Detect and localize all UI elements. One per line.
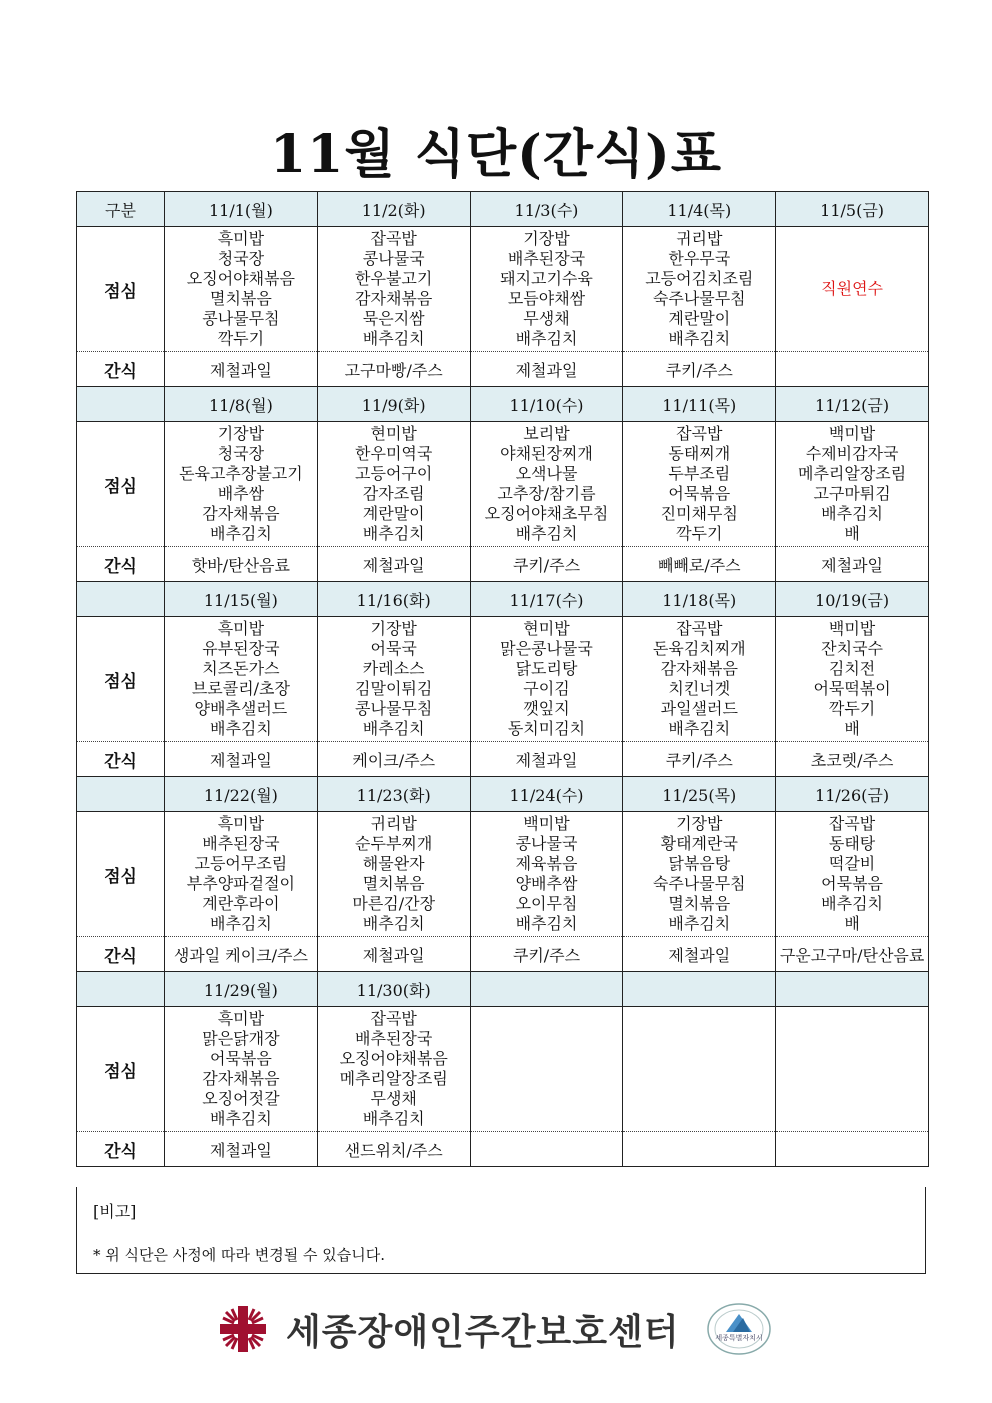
sejong-city-seal-icon xyxy=(706,1302,772,1356)
dish-item: 현미밥 xyxy=(370,424,417,443)
snack-label: 간식 xyxy=(77,547,165,582)
dish-item: 양배추샐러드 xyxy=(194,699,288,718)
snack-cell: 제철과일 xyxy=(623,937,776,972)
organization-name: 세종장애인주간보호센터 xyxy=(286,1312,680,1353)
dish-item: 해물완자 xyxy=(362,854,425,873)
dish-item: 기장밥 xyxy=(217,424,265,443)
snack-cell: 제철과일 xyxy=(165,1132,318,1167)
snack-cell: 제철과일 xyxy=(470,352,623,387)
dish-item: 배추된장국 xyxy=(355,1029,433,1048)
dish-item: 기장밥 xyxy=(676,814,723,833)
dish-item: 배추김치 xyxy=(515,524,578,543)
date-header xyxy=(623,972,776,1007)
snack-cell: 핫바/탄산음료 xyxy=(165,547,318,582)
notes-box xyxy=(76,1187,926,1274)
dish-item: 맑은콩나물국 xyxy=(500,639,593,658)
snack-cell: 제철과일 xyxy=(165,352,318,387)
dish-item: 과일샐러드 xyxy=(660,699,738,718)
dish-item: 계란말이 xyxy=(668,309,731,328)
dish-item: 두부조림 xyxy=(668,464,731,483)
dish-item: 오징어야채볶음 xyxy=(339,1049,448,1068)
date-header xyxy=(470,972,623,1007)
lunch-menu-cell xyxy=(317,812,470,937)
lunch-menu-cell xyxy=(776,1007,929,1132)
dish-item: 직원연수 xyxy=(821,279,883,298)
dish-item: 한우미역국 xyxy=(355,444,433,463)
snack-cell: 제철과일 xyxy=(776,547,929,582)
header-label-cell xyxy=(77,582,165,617)
dish-item: 돈육고추장불고기 xyxy=(179,464,303,483)
dish-item: 치즈돈가스 xyxy=(202,659,280,678)
dish-item: 숙주나물무침 xyxy=(652,874,746,893)
snack-cell: 빼빼로/주스 xyxy=(623,547,776,582)
dish-item: 제육볶음 xyxy=(515,854,578,873)
snack-cell xyxy=(776,1132,929,1167)
dish-item: 흑미밥 xyxy=(217,619,265,638)
date-header: 11/3(수) xyxy=(470,192,623,227)
lunch-menu-cell xyxy=(470,422,623,547)
date-header: 10/19(금) xyxy=(776,582,929,617)
dish-item: 깻잎지 xyxy=(523,699,570,718)
dish-item: 김치전 xyxy=(828,659,876,678)
date-header: 11/1(월) xyxy=(165,192,318,227)
dish-item: 동치미김치 xyxy=(507,719,586,738)
lunch-menu-cell xyxy=(165,812,318,937)
dish-item: 배추김치 xyxy=(668,719,731,738)
dish-item: 배추김치 xyxy=(515,914,578,933)
date-header: 11/22(월) xyxy=(165,777,318,812)
footer xyxy=(0,1300,992,1360)
dish-item: 고추장/참기름 xyxy=(497,484,596,503)
dish-item: 기장밥 xyxy=(523,229,570,248)
dish-item: 백미밥 xyxy=(828,424,876,443)
lunch-menu-cell xyxy=(776,617,929,742)
dish-item: 배추김치 xyxy=(362,719,425,738)
dish-item: 모듬야채쌈 xyxy=(507,289,586,308)
dish-item: 배추김치 xyxy=(821,894,883,913)
dish-item: 브로콜리/초장 xyxy=(191,679,290,698)
date-header: 11/17(수) xyxy=(470,582,623,617)
snack-label: 간식 xyxy=(77,352,165,387)
dish-item: 감자조림 xyxy=(362,484,425,503)
dish-item: 흑미밥 xyxy=(217,1009,265,1028)
dish-item: 배 xyxy=(844,524,860,543)
dish-item: 메추리알장조림 xyxy=(339,1069,448,1088)
snack-cell: 제철과일 xyxy=(317,547,470,582)
dish-item: 치킨너겟 xyxy=(668,679,731,698)
lunch-label: 점심 xyxy=(77,227,165,352)
snack-cell: 구운고구마/탄산음료 xyxy=(776,937,929,972)
page-title: 11월 식단(간식)표 xyxy=(269,124,723,185)
dish-item: 깍두기 xyxy=(828,699,876,718)
date-header: 11/24(수) xyxy=(470,777,623,812)
snack-cell: 쿠키/주스 xyxy=(470,547,623,582)
notes-line: * 위 식단은 사정에 따라 변경될 수 있습니다. xyxy=(93,1246,385,1264)
dish-item: 돈육김치찌개 xyxy=(652,639,746,658)
dish-item: 멸치볶음 xyxy=(362,874,425,893)
snack-cell: 제철과일 xyxy=(470,742,623,777)
dish-item: 귀리밥 xyxy=(676,229,723,248)
snack-cell: 케이크/주스 xyxy=(317,742,470,777)
dish-item: 부추양파겉절이 xyxy=(186,874,295,893)
snack-cell: 쿠키/주스 xyxy=(623,742,776,777)
dish-item: 멸치볶음 xyxy=(209,289,272,308)
dish-item: 수제비감자국 xyxy=(805,444,899,463)
snack-label: 간식 xyxy=(77,742,165,777)
date-header: 11/10(수) xyxy=(470,387,623,422)
header-label-cell xyxy=(77,387,165,422)
dish-item: 배추김치 xyxy=(668,329,731,348)
date-header: 11/23(화) xyxy=(317,777,470,812)
dish-item: 묵은지쌈 xyxy=(362,309,425,328)
dish-item: 배추김치 xyxy=(362,914,425,933)
dish-item: 무생채 xyxy=(370,1089,417,1108)
dish-item: 백미밥 xyxy=(828,619,876,638)
lunch-menu-cell xyxy=(776,227,929,352)
date-header: 11/2(화) xyxy=(317,192,470,227)
snack-label: 간식 xyxy=(77,937,165,972)
lunch-menu-cell xyxy=(165,227,318,352)
dish-item: 배추된장국 xyxy=(507,249,586,268)
dish-item: 잡곡밥 xyxy=(676,424,723,443)
notes-title: [비고] xyxy=(93,1202,137,1221)
dish-item: 청국장 xyxy=(217,249,265,268)
dish-item: 깍두기 xyxy=(676,524,723,543)
date-header: 11/16(화) xyxy=(317,582,470,617)
snack-cell xyxy=(623,1132,776,1167)
dish-item: 잡곡밥 xyxy=(828,814,876,833)
dish-item: 고구마튀김 xyxy=(813,484,891,503)
dish-item: 기장밥 xyxy=(370,619,417,638)
dish-item: 메추리알장조림 xyxy=(797,464,907,483)
date-header: 11/25(목) xyxy=(623,777,776,812)
menu-table xyxy=(76,191,929,1167)
snack-cell: 고구마빵/주스 xyxy=(317,352,470,387)
dish-item: 배추김치 xyxy=(668,914,731,933)
lunch-menu-cell xyxy=(317,617,470,742)
date-header: 11/4(목) xyxy=(623,192,776,227)
dish-item: 동태찌개 xyxy=(668,444,731,463)
date-header: 11/15(월) xyxy=(165,582,318,617)
dish-item: 한우무국 xyxy=(668,249,731,268)
dish-item: 깍두기 xyxy=(217,329,265,348)
date-header: 11/9(화) xyxy=(317,387,470,422)
dish-item: 어묵볶음 xyxy=(668,484,731,503)
dish-item: 배 xyxy=(844,719,860,738)
date-header xyxy=(776,972,929,1007)
dish-item: 한우불고기 xyxy=(355,269,433,288)
dish-item: 떡갈비 xyxy=(828,854,876,873)
snack-cell: 쿠키/주스 xyxy=(470,937,623,972)
dish-item: 배추김치 xyxy=(209,719,272,738)
dish-item: 배추김치 xyxy=(209,524,272,543)
dish-item: 어묵볶음 xyxy=(821,874,883,893)
dish-item: 콩나물무침 xyxy=(355,699,433,718)
dish-item: 마른김/간장 xyxy=(352,894,436,913)
dish-item: 배추김치 xyxy=(515,329,578,348)
dish-item: 유부된장국 xyxy=(202,639,280,658)
snack-cell: 쿠키/주스 xyxy=(623,352,776,387)
lunch-menu-cell xyxy=(317,227,470,352)
dish-item: 배추김치 xyxy=(362,329,425,348)
dish-item: 배 xyxy=(844,914,860,933)
dish-item: 배추김치 xyxy=(821,504,883,523)
lunch-label: 점심 xyxy=(77,1007,165,1132)
date-header: 11/12(금) xyxy=(776,387,929,422)
dish-item: 감자채볶음 xyxy=(202,504,280,523)
lunch-menu-cell xyxy=(623,617,776,742)
dish-item: 진미채무침 xyxy=(660,504,738,523)
lunch-menu-cell xyxy=(623,812,776,937)
header-label-cell xyxy=(77,777,165,812)
dish-item: 카레소스 xyxy=(362,659,425,678)
snack-cell xyxy=(776,352,929,387)
dish-item: 잔치국수 xyxy=(821,639,883,658)
date-header: 11/26(금) xyxy=(776,777,929,812)
seal-text: 세종특별자치시 xyxy=(715,1334,763,1342)
dish-item: 오이무침 xyxy=(515,894,578,913)
snack-cell: 제철과일 xyxy=(317,937,470,972)
date-header: 11/18(목) xyxy=(623,582,776,617)
dish-item: 계란말이 xyxy=(362,504,425,523)
lunch-menu-cell xyxy=(623,1007,776,1132)
dish-item: 닭볶음탕 xyxy=(668,854,731,873)
dish-item: 백미밥 xyxy=(523,814,570,833)
lunch-menu-cell xyxy=(317,422,470,547)
dish-item: 야채된장찌개 xyxy=(500,444,593,463)
header-label-cell xyxy=(77,972,165,1007)
dish-item: 잡곡밥 xyxy=(370,1009,417,1028)
lunch-menu-cell xyxy=(623,227,776,352)
lunch-menu-cell xyxy=(317,1007,470,1132)
snack-cell: 샌드위치/주스 xyxy=(317,1132,470,1167)
dish-item: 무생채 xyxy=(523,309,570,328)
dish-item: 맑은닭개장 xyxy=(202,1029,280,1048)
lunch-menu-cell xyxy=(470,1007,623,1132)
menu-table-body xyxy=(77,192,929,1167)
date-header: 11/5(금) xyxy=(776,192,929,227)
dish-item: 양배추쌈 xyxy=(515,874,578,893)
dish-item: 콩나물국 xyxy=(515,834,578,853)
dish-item: 닭도리탕 xyxy=(515,659,578,678)
dish-item: 콩나물무침 xyxy=(202,309,280,328)
dish-item: 배추쌈 xyxy=(217,484,265,503)
dish-item: 어묵떡볶이 xyxy=(813,679,891,698)
lunch-menu-cell xyxy=(776,422,929,547)
dish-item: 잡곡밥 xyxy=(370,229,417,248)
snack-cell: 초코렛/주스 xyxy=(776,742,929,777)
date-header: 11/11(목) xyxy=(623,387,776,422)
date-header: 11/8(월) xyxy=(165,387,318,422)
dish-item: 감자채볶음 xyxy=(355,289,433,308)
lunch-menu-cell xyxy=(623,422,776,547)
dish-item: 흑미밥 xyxy=(217,814,265,833)
dish-item: 배추김치 xyxy=(209,914,272,933)
lunch-label: 점심 xyxy=(77,617,165,742)
dish-item: 고등어김치조림 xyxy=(645,269,754,288)
dish-item: 오징어야채초무침 xyxy=(484,504,609,523)
header-label-cell: 구분 xyxy=(77,192,165,227)
lunch-label: 점심 xyxy=(77,812,165,937)
dish-item: 감자채볶음 xyxy=(660,659,738,678)
dish-item: 고등어무조림 xyxy=(194,854,288,873)
snack-cell: 제철과일 xyxy=(165,742,318,777)
dish-item: 배추된장국 xyxy=(202,834,280,853)
dish-item: 동태탕 xyxy=(828,834,876,853)
dish-item: 고등어구이 xyxy=(355,464,433,483)
dish-item: 잡곡밥 xyxy=(676,619,723,638)
dish-item: 황태계란국 xyxy=(660,834,738,853)
dish-item: 멸치볶음 xyxy=(668,894,731,913)
dish-item: 돼지고기수육 xyxy=(500,269,593,288)
lunch-menu-cell xyxy=(776,812,929,937)
lunch-menu-cell xyxy=(165,422,318,547)
date-header: 11/29(월) xyxy=(165,972,318,1007)
dish-item: 계란후라이 xyxy=(202,894,280,913)
lunch-menu-cell xyxy=(470,812,623,937)
lunch-label: 점심 xyxy=(77,422,165,547)
lunch-menu-cell xyxy=(165,617,318,742)
dish-item: 배추김치 xyxy=(362,1109,425,1128)
dish-item: 오색나물 xyxy=(515,464,578,483)
dish-item: 김말이튀김 xyxy=(355,679,433,698)
caritas-cross-icon xyxy=(218,1304,268,1354)
dish-item: 구이김 xyxy=(523,679,570,698)
dish-item: 오징어야채볶음 xyxy=(186,269,295,288)
dish-item: 순두부찌개 xyxy=(355,834,433,853)
dish-item: 콩나물국 xyxy=(362,249,425,268)
dish-item: 오징어젓갈 xyxy=(202,1089,280,1108)
snack-cell: 생과일 케이크/주스 xyxy=(165,937,318,972)
snack-label: 간식 xyxy=(77,1132,165,1167)
dish-item: 숙주나물무침 xyxy=(652,289,746,308)
lunch-menu-cell xyxy=(470,617,623,742)
date-header: 11/30(화) xyxy=(317,972,470,1007)
dish-item: 귀리밥 xyxy=(370,814,417,833)
snack-cell xyxy=(470,1132,623,1167)
lunch-menu-cell xyxy=(470,227,623,352)
dish-item: 배추김치 xyxy=(362,524,425,543)
dish-item: 감자채볶음 xyxy=(202,1069,280,1088)
lunch-menu-cell xyxy=(165,1007,318,1132)
dish-item: 어묵볶음 xyxy=(209,1049,272,1068)
dish-item: 현미밥 xyxy=(523,619,570,638)
dish-item: 보리밥 xyxy=(523,424,570,443)
dish-item: 배추김치 xyxy=(209,1109,272,1128)
dish-item: 어묵국 xyxy=(370,639,417,658)
dish-item: 청국장 xyxy=(217,444,265,463)
dish-item: 흑미밥 xyxy=(217,229,265,248)
